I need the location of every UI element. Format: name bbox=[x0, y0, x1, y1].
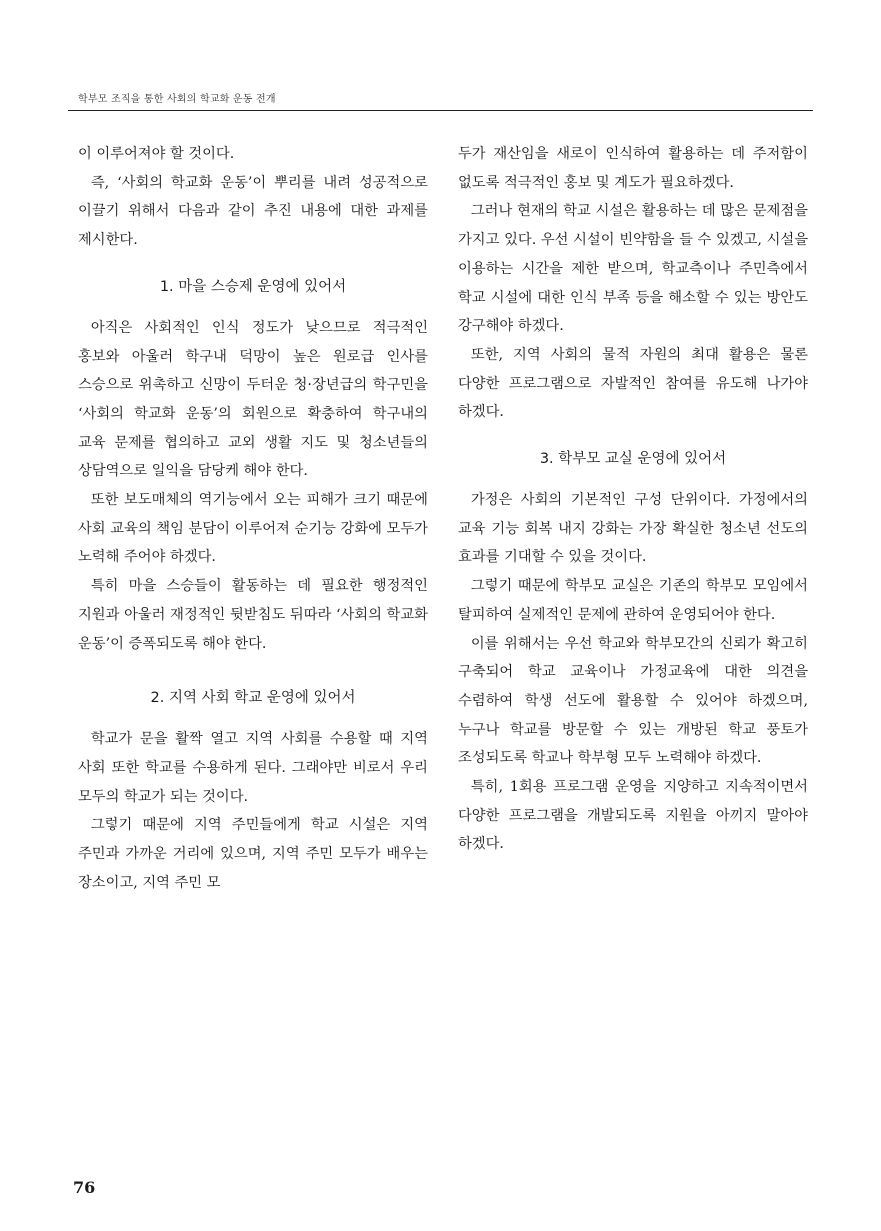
paragraph: 즉, ‘사회의 학교화 운동’이 뿌리를 내려 성공적으로 이끌기 위해서 다음과 같이 추진 내용에 대한 과제를 제시한다. bbox=[78, 174, 428, 249]
paragraph: 또한 보도매체의 역기능에서 오는 피해가 크기 때문에 사회 교육의 책임 분담이 이루어져 순기능 강화에 모두가 노력해 주어야 하겠다. bbox=[78, 492, 428, 566]
paragraph: 아직은 사회적인 인식 정도가 낮으므로 적극적인 홍보와 아울러 학구내 덕망이 높은 원로급 인사를 스승으로 위촉하고 신망이 두터운 청·장년급의 학구민을 ‘사회의 학교화 운동’의 회원으로 확충하여 학구내의 교육 문제를 협의하고 교외 생활 지도 및 청소년들의 상담역으로 일익을 담당케 해야 한다. bbox=[78, 319, 428, 480]
paragraph: 특히, 1회용 프로그램 운영을 지양하고 지속적이면서 다양한 프로그램을 개발되도록 지원을 아끼지 말아야 하겠다. bbox=[458, 779, 808, 853]
right-column bbox=[458, 140, 808, 859]
section-heading: 1. 마을 스승제 운영에 있어서 bbox=[159, 278, 347, 295]
paragraph: 그렇기 때문에 지역 주민들에게 학교 시설은 지역 주민과 가까운 거리에 있으며, 지역 주민 모두가 배우는 장소이고, 지역 주민 모 bbox=[78, 817, 428, 891]
paragraph: 또한, 지역 사회의 물적 자원의 최대 활용은 물론 다양한 프로그램으로 자발적인 참여를 유도해 나가야 하겠다. bbox=[458, 346, 808, 421]
paragraph: 두가 재산임을 새로이 인식하여 활용하는 데 주저함이 없도록 적극적인 홍보 및 계도가 필요하겠다. bbox=[458, 146, 808, 191]
paragraph: 그렇기 때문에 학부모 교실은 기존의 학부모 모임에서 탈피하여 실제적인 문제에 관하여 운영되어야 한다. bbox=[458, 578, 808, 623]
header-rule bbox=[68, 110, 813, 111]
paragraph: 학교가 문을 활짝 열고 지역 사회를 수용할 때 지역 사회 또한 학교를 수용하게 된다. 그래야만 비로서 우리 모두의 학교가 되는 것이다. bbox=[78, 731, 428, 805]
page-number: 76 bbox=[73, 1178, 96, 1197]
left-column bbox=[78, 140, 428, 897]
paragraph: 이를 위해서는 우선 학교와 학부모간의 신뢰가 확고히 구축되어 학교 교육이나 가정교육에 대한 의견을 수렴하여 학생 선도에 활용할 수 있어야 하겠으며, 누구나 학교를 방문할 수 있는 개방된 학교 풍토가 조성되도록 학교나 학부형 모두 노력해야 하겠다. bbox=[458, 635, 808, 767]
paragraph: 가정은 사회의 기본적인 구성 단위이다. 가정에서의 교육 기능 회복 내지 강화는 가장 확실한 청소년 선도의 효과를 기대할 수 있을 것이다. bbox=[458, 492, 808, 566]
paragraph: 이 이루어져야 할 것이다. bbox=[78, 146, 235, 162]
section-heading: 3. 학부모 교실 운영에 있어서 bbox=[539, 451, 727, 468]
paragraph: 그러나 현재의 학교 시설은 활용하는 데 많은 문제점을 가지고 있다. 우선 시설이 빈약함을 들 수 있겠고, 시설을 이용하는 시간을 제한 받으며, 학교측이나 주민측에서 학교 시설에 대한 인식 부족 등을 해소할 수 있는 방안도 강구해야 하겠다. bbox=[458, 203, 808, 335]
running-header: 학부모 조직을 통한 사회의 학교화 운동 전개 bbox=[78, 94, 276, 105]
paragraph: 특히 마을 스승들이 활동하는 데 필요한 행정적인 지원과 아울러 재정적인 뒷받침도 뒤따라 ‘사회의 학교화 운동’이 증폭되도록 해야 한다. bbox=[78, 578, 428, 652]
section-heading: 2. 지역 사회 학교 운영에 있어서 bbox=[150, 690, 356, 707]
